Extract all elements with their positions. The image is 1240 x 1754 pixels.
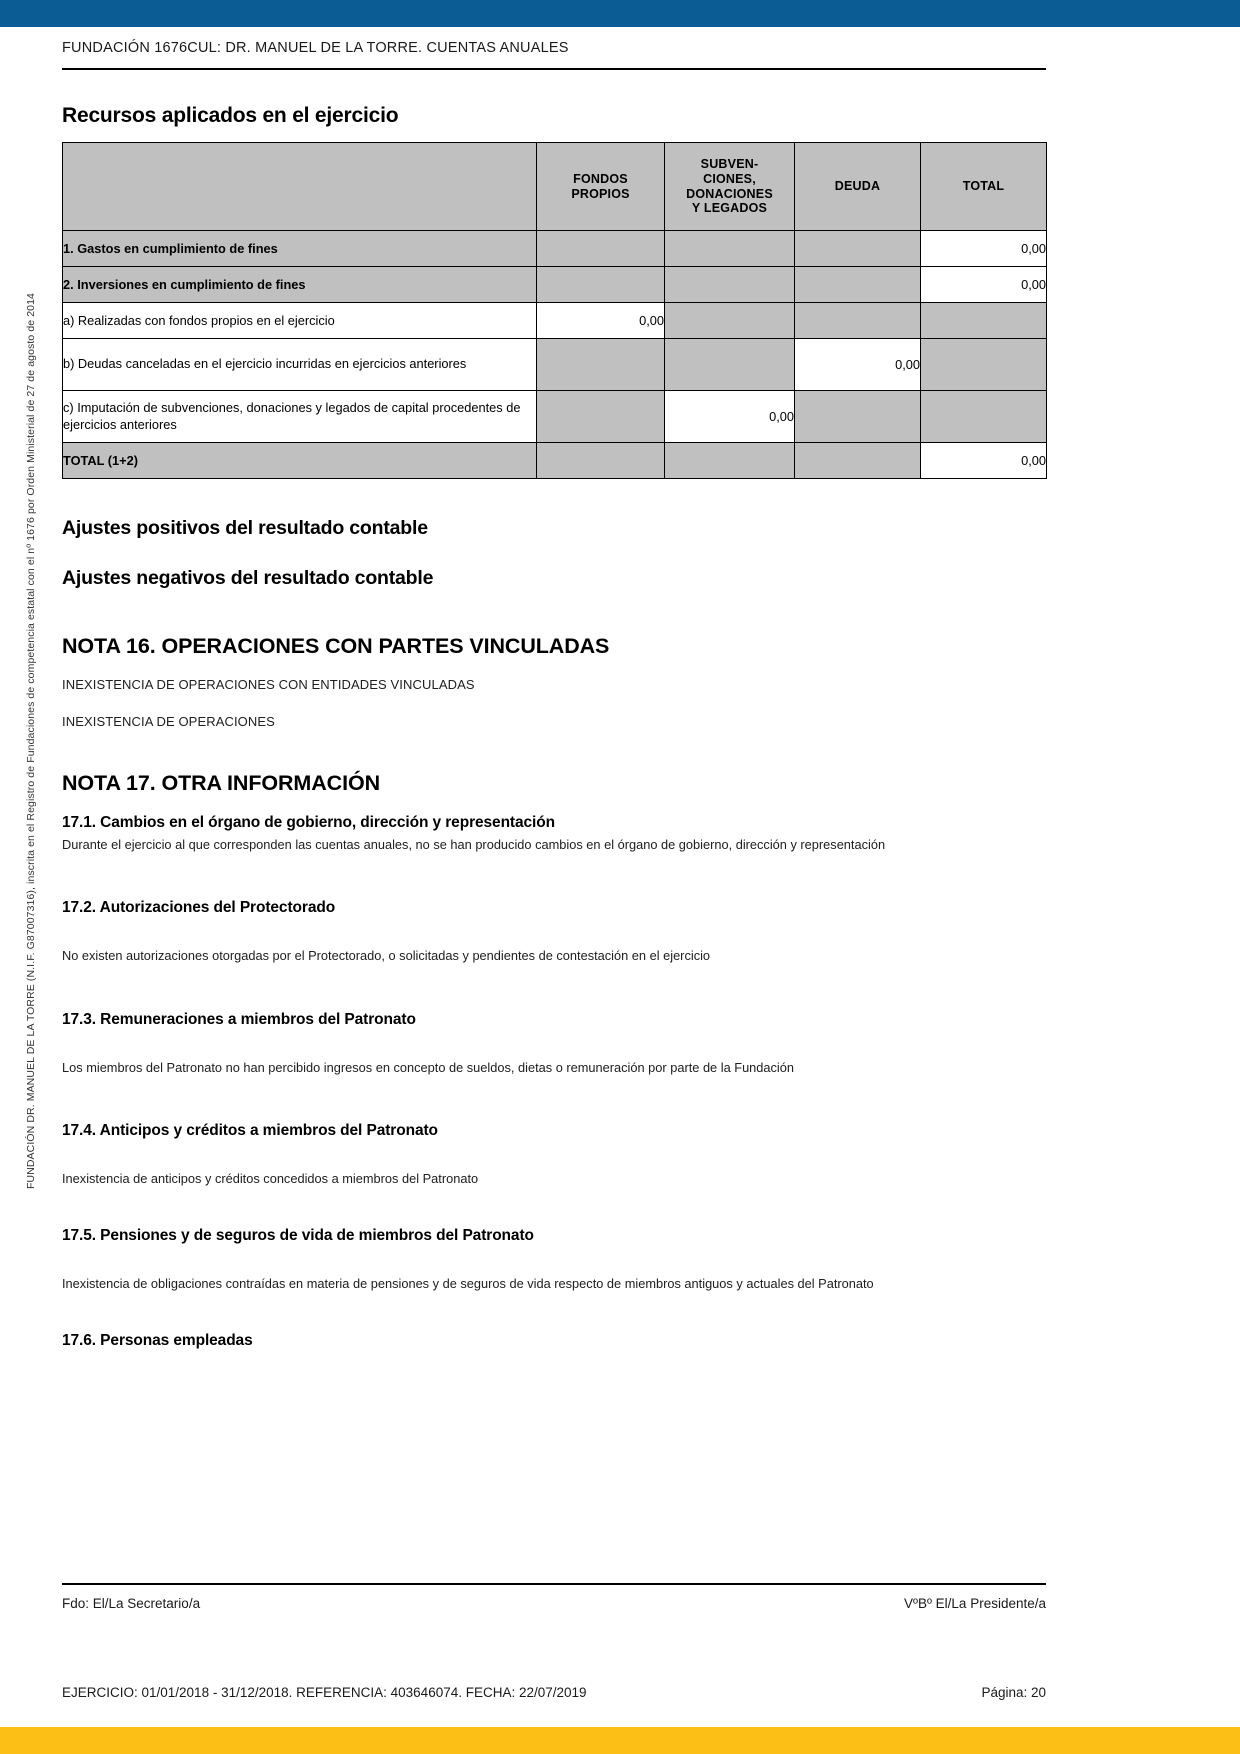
table-row bbox=[63, 303, 1047, 339]
hdr-subv-line4: Y LEGADOS bbox=[691, 201, 768, 216]
cell-total[interactable]: 0,00 bbox=[921, 231, 1047, 267]
adjustments-positive-title: Ajustes positivos del resultado contable bbox=[62, 517, 428, 539]
page-footer bbox=[62, 1685, 1046, 1700]
cell-subvenciones bbox=[665, 303, 795, 339]
document-header: FUNDACIÓN 1676CUL: DR. MANUEL DE LA TORRE. CUENTAS ANUALES bbox=[62, 40, 569, 56]
cell-deuda bbox=[795, 391, 921, 443]
cell-deuda bbox=[795, 303, 921, 339]
row-label: c) Imputación de subvenciones, donaciones y legados de capital procedentes de ejercicios anteriores bbox=[63, 391, 537, 443]
column-header-fondos-propios bbox=[537, 143, 665, 231]
nota17-3-heading: 17.3. Remuneraciones a miembros del Patronato bbox=[62, 1010, 416, 1028]
resources-applied-table bbox=[62, 142, 1047, 479]
nota17-2-heading: 17.2. Autorizaciones del Protectorado bbox=[62, 899, 336, 917]
table-row bbox=[63, 267, 1047, 303]
hdr-subv-line2: CIONES, bbox=[703, 171, 756, 186]
column-header-deuda: DEUDA bbox=[795, 143, 921, 231]
nota16-paragraph-2: INEXISTENCIA DE OPERACIONES bbox=[62, 714, 275, 729]
nota17-2-body: No existen autorizaciones otorgadas por el Protectorado, o solicitadas y pendientes de contestación en el ejercicio bbox=[62, 948, 711, 964]
nota17-title: NOTA 17. OTRA INFORMACIÓN bbox=[62, 771, 381, 795]
cell-total bbox=[921, 303, 1047, 339]
adjustments-negative-title: Ajustes negativos del resultado contable bbox=[62, 567, 434, 589]
top-blue-band bbox=[0, 0, 1240, 27]
column-header-total: TOTAL bbox=[921, 143, 1047, 231]
table-header-row bbox=[63, 143, 1047, 231]
spacer bbox=[62, 965, 1046, 1011]
table-row-total bbox=[63, 443, 1047, 479]
cell-deuda bbox=[795, 231, 921, 267]
row-label: 1. Gastos en cumplimiento de fines bbox=[63, 231, 537, 267]
nota17-1-body: Durante el ejercicio al que corresponden las cuentas anuales, no se han producido cambios en el órgano de gobierno, dirección y representación bbox=[62, 837, 886, 852]
cell-deuda[interactable]: 0,00 bbox=[795, 339, 921, 391]
page-content bbox=[62, 40, 1046, 1354]
spacer bbox=[62, 751, 1046, 771]
cell-subvenciones bbox=[665, 267, 795, 303]
spacer bbox=[62, 1076, 1046, 1122]
table-row bbox=[63, 339, 1047, 391]
cell-fondos bbox=[537, 443, 665, 479]
nota16-title: NOTA 16. OPERACIONES CON PARTES VINCULADAS bbox=[62, 634, 610, 658]
spacer bbox=[62, 853, 1046, 899]
table-row bbox=[63, 231, 1047, 267]
table-row bbox=[63, 391, 1047, 443]
nota16-paragraph-1: INEXISTENCIA DE OPERACIONES CON ENTIDADES VINCULADAS bbox=[62, 677, 475, 692]
page-title: Recursos aplicados en el ejercicio bbox=[62, 104, 399, 127]
cell-deuda bbox=[795, 443, 921, 479]
column-header-blank bbox=[63, 143, 537, 231]
hdr-fondos-line1: FONDOS bbox=[573, 171, 628, 186]
cell-subvenciones bbox=[665, 231, 795, 267]
signature-row bbox=[62, 1596, 1046, 1611]
spacer bbox=[62, 1187, 1046, 1227]
cell-fondos bbox=[537, 231, 665, 267]
spacer bbox=[62, 1033, 1046, 1059]
nota17-5-heading: 17.5. Pensiones y de seguros de vida de miembros del Patronato bbox=[62, 1227, 534, 1245]
cell-total bbox=[921, 391, 1047, 443]
side-legal-text: FUNDACIÓN DR. MANUEL DE LA TORRE (N.I.F. G87007316), inscrita en el Registro de Fundaciones de competencia estatal con el nº 1676 por Orden Ministerial de 27 de agosto de 2014 bbox=[25, 293, 37, 1189]
spacer bbox=[62, 540, 1046, 567]
row-label: 2. Inversiones en cumplimiento de fines bbox=[63, 267, 537, 303]
hdr-subv-line3: DONACIONES bbox=[686, 186, 773, 201]
cell-fondos bbox=[537, 391, 665, 443]
cell-total bbox=[921, 339, 1047, 391]
cell-fondos[interactable]: 0,00 bbox=[537, 303, 665, 339]
nota17-4-body: Inexistencia de anticipos y créditos concedidos a miembros del Patronato bbox=[62, 1170, 479, 1186]
cell-subvenciones bbox=[665, 443, 795, 479]
signature-block bbox=[62, 1583, 1046, 1611]
bottom-yellow-band bbox=[0, 1727, 1240, 1754]
cell-fondos bbox=[537, 267, 665, 303]
signature-secretary: Fdo: El/La Secretario/a bbox=[62, 1596, 201, 1611]
column-header-subvenciones bbox=[665, 143, 795, 231]
signature-president: VºBº El/La Presidente/a bbox=[904, 1596, 1046, 1611]
cell-subvenciones[interactable]: 0,00 bbox=[665, 391, 795, 443]
spacer bbox=[62, 921, 1046, 947]
cell-deuda bbox=[795, 267, 921, 303]
nota17-6-heading: 17.6. Personas empleadas bbox=[62, 1332, 253, 1350]
nota17-5-body: Inexistencia de obligaciones contraídas en materia de pensiones y de seguros de vida respecto de miembros antiguos y actuales del Patronato bbox=[62, 1276, 874, 1292]
spacer bbox=[62, 1144, 1046, 1170]
header-divider bbox=[62, 68, 1046, 70]
row-label: TOTAL (1+2) bbox=[63, 443, 537, 479]
cell-subvenciones bbox=[665, 339, 795, 391]
footer-reference: EJERCICIO: 01/01/2018 - 31/12/2018. REFERENCIA: 403646074. FECHA: 22/07/2019 bbox=[62, 1685, 587, 1700]
nota17-4-heading: 17.4. Anticipos y créditos a miembros del Patronato bbox=[62, 1121, 438, 1139]
footer-page-number: Página: 20 bbox=[981, 1685, 1046, 1700]
hdr-subv-line1: SUBVEN- bbox=[700, 157, 759, 171]
spacer bbox=[62, 1292, 1046, 1332]
cell-total[interactable]: 0,00 bbox=[921, 267, 1047, 303]
cell-fondos bbox=[537, 339, 665, 391]
hdr-fondos-line2: PROPIOS bbox=[571, 186, 630, 201]
nota17-1-heading: 17.1. Cambios en el órgano de gobierno, dirección y representación bbox=[62, 814, 555, 831]
row-label: b) Deudas canceladas en el ejercicio incurridas en ejercicios anteriores bbox=[63, 339, 537, 391]
row-label: a) Realizadas con fondos propios en el ejercicio bbox=[63, 303, 537, 339]
spacer bbox=[62, 1249, 1046, 1275]
nota17-3-body: Los miembros del Patronato no han percibido ingresos en concepto de sueldos, dietas o remuneración por parte de la Fundación bbox=[62, 1059, 795, 1075]
signature-divider bbox=[62, 1583, 1046, 1585]
cell-total[interactable]: 0,00 bbox=[921, 443, 1047, 479]
spacer bbox=[62, 590, 1046, 634]
